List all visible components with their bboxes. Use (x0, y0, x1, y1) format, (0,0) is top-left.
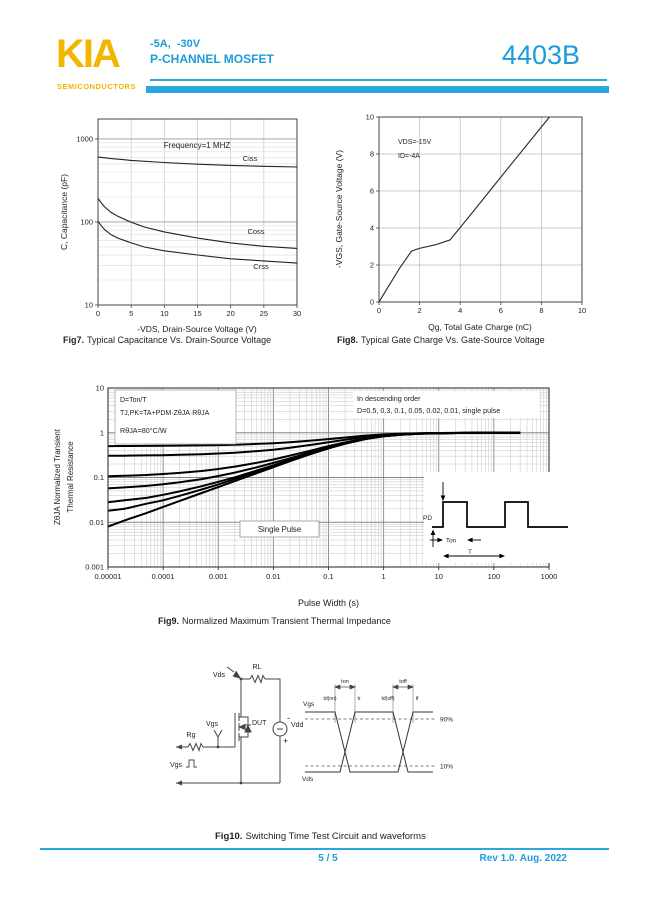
vds-waveform (305, 712, 433, 772)
svg-text:D=0.5, 0.3, 0.1, 0.05, 0.02, 0: D=0.5, 0.3, 0.1, 0.05, 0.02, 0.01, single pulse (357, 406, 501, 415)
svg-text:25: 25 (259, 309, 269, 318)
fig7-caption-prefix: Fig7. (63, 335, 85, 345)
svg-text:0: 0 (376, 306, 382, 315)
fig9-caption-prefix: Fig9. (158, 616, 180, 626)
vdd-plus-label: + (283, 736, 289, 746)
timing-guides (335, 684, 413, 723)
svg-text:1: 1 (99, 428, 104, 438)
dut-label: DUT (252, 720, 267, 727)
vgs-waveform (305, 712, 433, 772)
svg-text:20: 20 (226, 309, 235, 318)
vds-probe-arrow (227, 667, 234, 672)
svg-text:ZθJA Normalized Transient: ZθJA Normalized Transient (53, 428, 62, 526)
svg-text:4: 4 (458, 306, 463, 315)
svg-text:Crss: Crss (253, 262, 269, 271)
svg-text:Frequency=1 MHZ: Frequency=1 MHZ (163, 141, 231, 150)
svg-text:100: 100 (80, 217, 93, 227)
svg-text:0.1: 0.1 (93, 473, 104, 483)
footer-rule (40, 848, 609, 850)
rg-resistor (188, 744, 203, 751)
svg-text:4: 4 (369, 223, 374, 233)
fig9-xaxis-label: Pulse Width (s) (297, 598, 359, 608)
svg-text:Coss: Coss (247, 227, 265, 236)
toff-label: toff (399, 679, 407, 685)
svg-text:D=Ton/T: D=Ton/T (120, 397, 147, 404)
waveform-vds-label: Vds (302, 776, 314, 783)
svg-text:100: 100 (487, 572, 501, 581)
fig8-caption-prefix: Fig8. (337, 335, 359, 345)
vds-probe-label: Vds (212, 672, 225, 679)
channel-arrow (240, 725, 246, 730)
part-number: 4403B (501, 40, 580, 70)
svg-text:Ton: Ton (446, 537, 456, 545)
ten-percent-label: 10% (440, 763, 454, 771)
fig9-thermal-impedance-chart (40, 370, 625, 595)
svg-text:1: 1 (381, 572, 386, 581)
tr-label: tr (357, 696, 361, 702)
td-on-label: td(on) (323, 696, 337, 702)
svg-text:10: 10 (577, 306, 587, 315)
rl-resistor (250, 676, 265, 683)
td-off-label: td(off) (381, 696, 395, 702)
svg-text:10: 10 (95, 383, 104, 393)
rl-label: RL (252, 664, 262, 671)
fig9-caption-text: Normalized Maximum Transient Thermal Impedance (182, 616, 391, 626)
vgs-source-label: Vgs (170, 762, 183, 769)
svg-text:ID=-4A: ID=-4A (398, 153, 420, 160)
svg-text:0.0001: 0.0001 (151, 572, 175, 581)
fig7-caption (63, 335, 271, 345)
fig7-capacitance-chart (55, 110, 317, 342)
svg-text:5: 5 (129, 309, 134, 318)
fig9-caption (158, 616, 391, 626)
svg-text:10: 10 (160, 309, 169, 318)
kia-logo: KIA (56, 32, 119, 76)
fig10-circuit-diagram (160, 653, 470, 813)
svg-text:-VDS, Drain-Source Voltage (V): -VDS, Drain-Source Voltage (V) (137, 324, 257, 334)
svg-text:0.01: 0.01 (89, 517, 104, 527)
header-rule-thick (146, 86, 609, 93)
svg-text:Thermal Resistance: Thermal Resistance (66, 441, 75, 513)
fig8-gate-charge-chart (330, 108, 596, 342)
fig8-caption (337, 335, 545, 345)
svg-text:0: 0 (95, 309, 101, 318)
svg-text:1000: 1000 (540, 572, 558, 581)
circuit-wires (176, 679, 280, 783)
pulse-glyph (186, 760, 197, 767)
page-indicator: 5 / 5 (318, 853, 338, 864)
svg-text:1000: 1000 (76, 134, 93, 144)
svg-text:8: 8 (369, 149, 374, 159)
svg-text:0: 0 (369, 297, 374, 307)
device-type: P-CHANNEL MOSFET (150, 52, 274, 66)
svg-text:RθJA=80°C/W: RθJA=80°C/W (120, 426, 167, 435)
svg-text:30: 30 (292, 309, 302, 318)
svg-text:T: T (468, 549, 472, 556)
svg-text:0.1: 0.1 (323, 572, 334, 581)
vdd-label: Vdd (291, 722, 304, 729)
svg-text:TJ,PK=TA+PDM·ZθJA·RθJA: TJ,PK=TA+PDM·ZθJA·RθJA (120, 410, 210, 417)
svg-text:2: 2 (417, 306, 422, 315)
svg-text:VDS=-15V: VDS=-15V (398, 139, 432, 146)
fig10-caption-text: Switching Time Test Circuit and waveforms (245, 831, 426, 842)
fig8-svg (330, 108, 596, 342)
fig9-svg (40, 370, 625, 595)
svg-text:0.00001: 0.00001 (94, 572, 122, 581)
fig7-svg (55, 110, 317, 342)
vdd-minus-label: - (287, 713, 290, 723)
svg-text:0.01: 0.01 (266, 572, 281, 581)
svg-text:10: 10 (365, 112, 374, 122)
svg-text:10: 10 (84, 300, 93, 310)
svg-text:C, Capacitance (pF): C, Capacitance (pF) (59, 173, 69, 251)
kia-logo-subtext: SEMICONDUCTORS (57, 82, 136, 91)
vgs-probe-antenna (214, 730, 222, 747)
svg-text:In descending order: In descending order (357, 394, 421, 403)
header-rule-thin (150, 79, 607, 81)
svg-text:10: 10 (434, 572, 443, 581)
vds-probe-head (233, 672, 240, 678)
svg-text:-VGS, Gate-Source Voltage (V): -VGS, Gate-Source Voltage (V) (334, 149, 344, 269)
device-rating: -5A, -30V (150, 38, 201, 50)
vgs-probe-label: Vgs (205, 721, 219, 728)
svg-text:15: 15 (193, 309, 202, 318)
svg-text:0.001: 0.001 (208, 572, 228, 581)
ton-label: ton (341, 679, 349, 685)
svg-text:6: 6 (369, 186, 374, 196)
revision-text: Rev 1.0. Aug. 2022 (479, 853, 567, 864)
fig7-caption-text: Typical Capacitance Vs. Drain-Source Voltage (87, 335, 272, 345)
svg-text:8: 8 (539, 306, 544, 315)
ninety-percent-label: 90% (440, 716, 454, 724)
svg-text:2: 2 (369, 260, 374, 270)
svg-text:Single Pulse: Single Pulse (257, 525, 302, 534)
rg-label: Rg (186, 732, 196, 739)
fig10-caption (215, 831, 426, 842)
diode-triangle (245, 726, 251, 733)
svg-text:Qg, Total Gate Charge (nC): Qg, Total Gate Charge (nC) (428, 322, 532, 332)
svg-text:6: 6 (498, 306, 503, 315)
tf-label: tf (415, 696, 419, 702)
fig8-caption-text: Typical Gate Charge Vs. Gate-Source Voltage (361, 335, 545, 345)
fig10-caption-prefix: Fig10. (215, 831, 243, 842)
svg-text:0.001: 0.001 (85, 562, 104, 572)
svg-text:Ciss: Ciss (242, 154, 258, 163)
svg-text:PD: PD (423, 515, 433, 522)
waveform-vgs-label: Vgs (303, 701, 315, 708)
